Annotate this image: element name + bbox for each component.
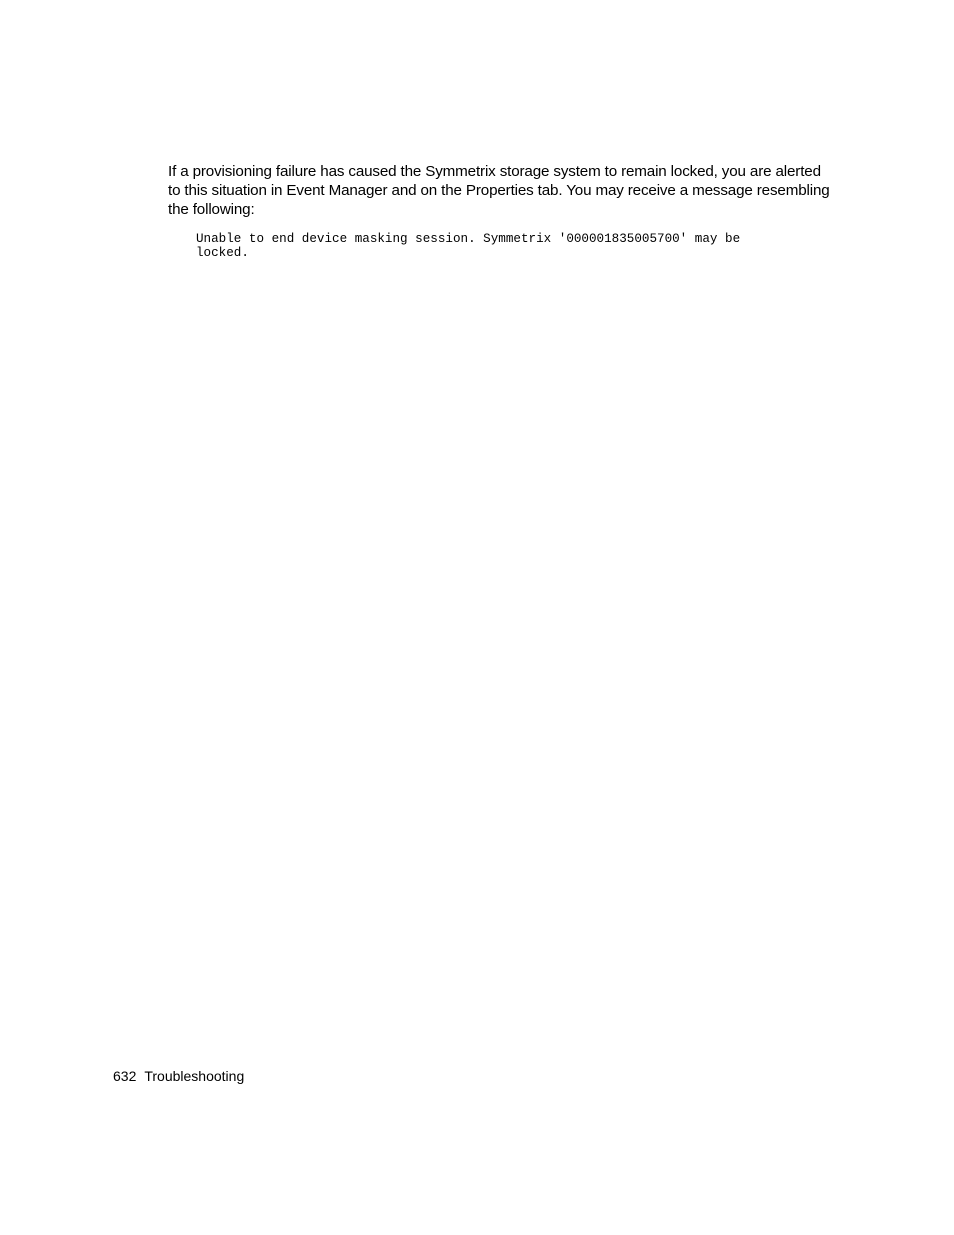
footer-section-title: Troubleshooting xyxy=(144,1068,245,1084)
code-line: Unable to end device masking session. Symmetrix '000001835005700' may be xyxy=(196,232,741,246)
code-line: locked. xyxy=(196,246,249,260)
message-code-block xyxy=(196,232,816,260)
body-paragraph: If a provisioning failure has caused the Symmetrix storage system to remain locked, you are alerted to this situation in Event Manager and on the Properties tab. You may receive a message resembling the following: xyxy=(168,163,830,218)
page-number: 632 xyxy=(113,1068,137,1084)
page-footer xyxy=(113,1067,244,1085)
